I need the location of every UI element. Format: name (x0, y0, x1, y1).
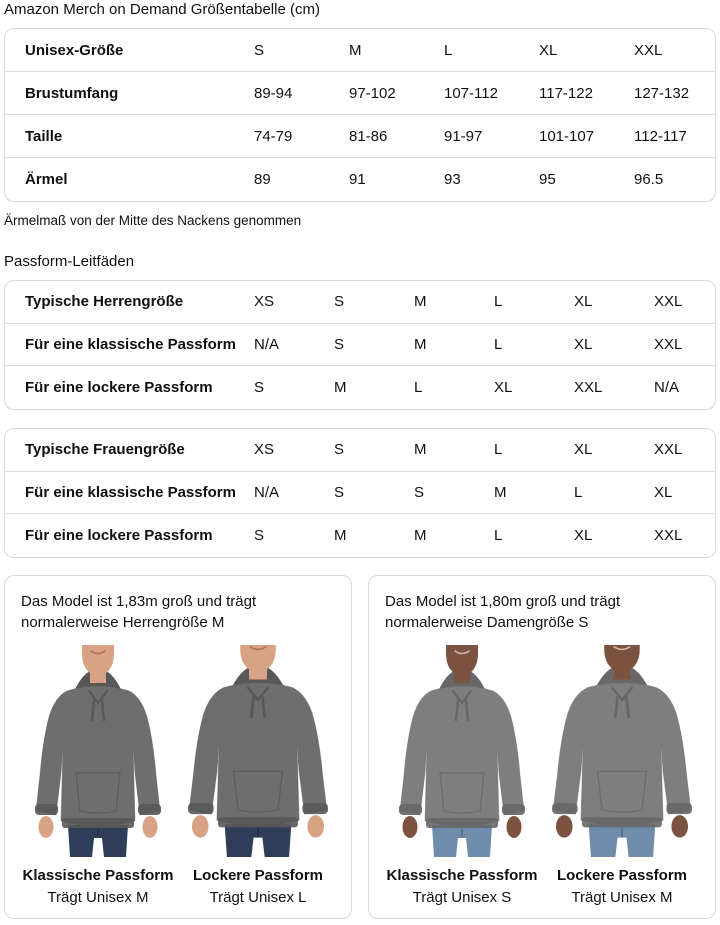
table-row-waist (5, 115, 715, 158)
size-cell: N/A (254, 483, 280, 501)
row-label: Ärmel (25, 171, 68, 188)
hoodie-model-illustration (545, 645, 699, 857)
size-cell: L (494, 293, 503, 311)
measure-cell: 89 (254, 171, 271, 188)
size-cell: S (334, 483, 345, 501)
size-cell: M (414, 527, 427, 545)
size-cell: XL (574, 527, 593, 545)
measure-cell: 96.5 (634, 171, 664, 188)
model-photo-classic-female (385, 645, 539, 857)
measure-cell: 107-112 (444, 84, 498, 102)
size-cell: S (414, 483, 425, 501)
measure-cell: 97-102 (349, 84, 396, 102)
model-figures (385, 645, 699, 907)
sleeve-measure-note: Ärmelmaß von der Mitte des Nackens genommen (4, 213, 302, 228)
size-cell: XS (254, 441, 275, 459)
size-cell: N/A (254, 335, 280, 353)
measure-cell: 74-79 (254, 127, 293, 145)
fit-caption: Lockere Passform (192, 866, 324, 884)
table-row-classic-fit (5, 472, 715, 515)
table-row-typical-womens-size (5, 429, 715, 472)
table-row-loose-fit (5, 366, 715, 409)
size-cell: N/A (654, 379, 680, 397)
model-photo-loose-male (181, 645, 335, 857)
fit-guides-heading: Passform-Leitfäden (4, 253, 135, 270)
size-table (4, 28, 716, 202)
measure-cell: 101-107 (539, 127, 595, 145)
size-cell: XXL (654, 441, 683, 459)
fit-caption: Lockere Passform (556, 866, 688, 884)
size-cell: S (254, 379, 265, 397)
size-cell: L (444, 41, 453, 59)
figure-loose-fit-female (545, 645, 699, 907)
measure-cell: 117-122 (539, 84, 593, 102)
row-label: Unisex-Größe (25, 41, 124, 59)
size-cell: S (334, 335, 345, 353)
model-photo-classic-male (21, 645, 175, 857)
size-caption: Trägt Unisex M (47, 888, 149, 906)
size-cell: XL (654, 483, 673, 501)
size-cell: XS (254, 293, 275, 311)
figure-classic-fit-male (21, 645, 175, 907)
measure-cell: 127-132 (634, 84, 690, 102)
model-cards (4, 575, 716, 919)
row-label: Brustumfang (25, 84, 119, 102)
table-row-loose-fit (5, 514, 715, 557)
size-cell: M (334, 379, 347, 397)
measure-cell: 95 (539, 171, 556, 188)
page-title: Amazon Merch on Demand Größentabelle (cm) (4, 1, 320, 18)
fit-caption: Klassische Passform (22, 866, 174, 884)
table-row-chest (5, 72, 715, 115)
size-cell: S (254, 41, 265, 59)
measure-cell: 91-97 (444, 127, 483, 145)
fit-table-women (4, 428, 716, 558)
model-card-men (4, 575, 352, 919)
fit-caption: Klassische Passform (386, 866, 538, 884)
table-row-sleeve (5, 158, 715, 201)
hoodie-model-illustration (181, 645, 335, 857)
row-label: Typische Herrengröße (25, 293, 184, 311)
measure-cell: 93 (444, 171, 461, 188)
size-cell: XXL (654, 293, 683, 311)
size-cell: XXL (574, 379, 603, 397)
model-description: Das Model ist 1,80m groß und trägt normalerweise Damengröße S (385, 592, 621, 631)
row-label: Typische Frauengröße (25, 441, 185, 459)
size-cell: S (334, 293, 345, 311)
measure-cell: 91 (349, 171, 366, 188)
size-cell: L (494, 441, 503, 459)
size-cell: S (334, 441, 345, 459)
row-label: Taille (25, 127, 63, 145)
size-cell: L (414, 379, 423, 397)
size-cell: M (349, 41, 362, 59)
size-cell: M (414, 335, 427, 353)
measure-cell: 112-117 (634, 127, 687, 145)
size-cell: M (414, 441, 427, 459)
size-cell: XXL (634, 41, 663, 59)
figure-loose-fit-male (181, 645, 335, 907)
size-cell: XL (494, 379, 513, 397)
model-photo-loose-female (545, 645, 699, 857)
size-cell: L (494, 527, 503, 545)
table-row-typical-mens-size (5, 281, 715, 324)
table-row-classic-fit (5, 324, 715, 367)
size-cell: M (414, 293, 427, 311)
size-cell: XL (574, 335, 593, 353)
model-card-women (368, 575, 716, 919)
measure-cell: 89-94 (254, 84, 293, 102)
row-label: Für eine klassische Passform (25, 483, 236, 501)
row-label: Für eine lockere Passform (25, 379, 213, 397)
size-cell: XL (539, 41, 558, 59)
figure-classic-fit-female (385, 645, 539, 907)
model-figures (21, 645, 335, 907)
size-cell: S (254, 527, 265, 545)
size-cell: XXL (654, 335, 683, 353)
size-caption: Trägt Unisex S (412, 888, 512, 906)
size-cell: XXL (654, 527, 683, 545)
fit-table-men (4, 280, 716, 410)
measure-cell: 81-86 (349, 127, 388, 145)
size-cell: L (574, 483, 583, 501)
size-cell: XL (574, 293, 593, 311)
row-label: Für eine klassische Passform (25, 335, 236, 353)
table-row-unisex-size (5, 29, 715, 72)
hoodie-model-illustration (387, 645, 537, 857)
model-description: Das Model ist 1,83m groß und trägt normalerweise Herrengröße M (21, 592, 257, 631)
size-cell: M (494, 483, 507, 501)
size-cell: XL (574, 441, 593, 459)
size-cell: M (334, 527, 347, 545)
row-label: Für eine lockere Passform (25, 527, 213, 545)
size-caption: Trägt Unisex M (571, 888, 673, 906)
size-caption: Trägt Unisex L (209, 888, 307, 906)
hoodie-model-illustration (23, 645, 173, 857)
size-cell: L (494, 335, 503, 353)
